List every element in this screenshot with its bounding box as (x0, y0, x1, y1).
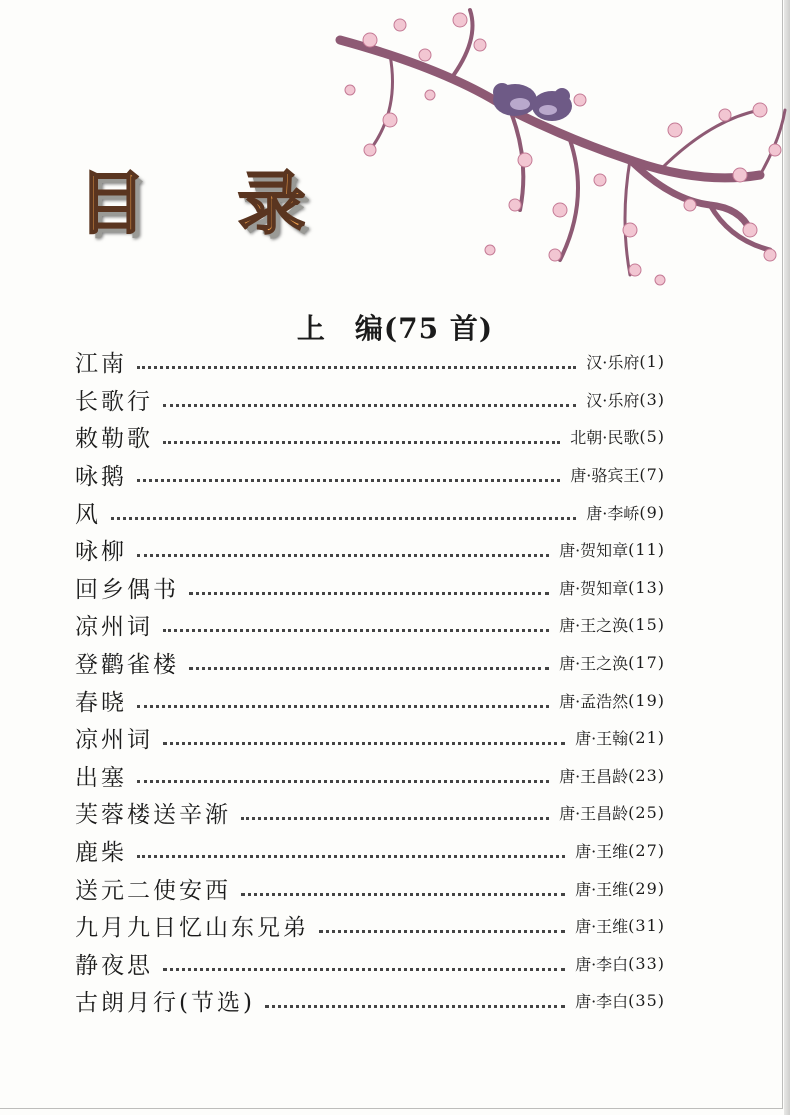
toc-entry[interactable] (75, 681, 665, 719)
dot-leader (163, 968, 565, 971)
poem-title: 鹿柴 (75, 840, 127, 867)
page-number: (23) (628, 765, 665, 785)
dot-leader (137, 855, 565, 858)
toc-entry[interactable] (75, 606, 665, 644)
dot-leader (189, 667, 549, 670)
dot-leader (137, 366, 576, 369)
dot-leader (189, 592, 549, 595)
dot-leader (163, 404, 576, 407)
toc-entry[interactable] (75, 343, 665, 381)
poem-title: 九月九日忆山东兄弟 (75, 915, 309, 942)
dot-leader (241, 817, 549, 820)
toc-entry[interactable] (75, 531, 665, 569)
poem-author: 唐·王昌龄 (559, 804, 629, 824)
toc-entry[interactable] (75, 719, 665, 757)
poem-author: 唐·王之涣 (559, 654, 629, 674)
poem-title: 长歌行 (75, 388, 153, 415)
table-of-contents (75, 343, 665, 1020)
poem-title: 敕勒歌 (75, 426, 153, 453)
page-number: (21) (628, 728, 665, 748)
poem-author: 唐·李白 (575, 992, 629, 1012)
poem-author: 唐·王之涣 (559, 616, 629, 636)
toc-entry[interactable] (75, 982, 665, 1020)
toc-entry[interactable] (75, 794, 665, 832)
poem-title: 送元二使安西 (75, 877, 231, 904)
toc-entry[interactable] (75, 869, 665, 907)
poem-title: 登鹳雀楼 (75, 652, 179, 679)
toc-entry[interactable] (75, 907, 665, 945)
poem-author: 北朝·民歌 (570, 428, 640, 448)
page-number: (27) (628, 841, 665, 861)
page-number: (33) (628, 953, 665, 973)
page-number: (31) (628, 916, 665, 936)
page-number: (3) (639, 389, 665, 409)
page-number: (35) (628, 991, 665, 1011)
poem-author: 汉·乐府 (586, 390, 640, 410)
toc-entry[interactable] (75, 757, 665, 795)
poem-title: 古朗月行(节选) (75, 990, 255, 1017)
poem-author: 唐·王翰 (575, 729, 629, 749)
toc-entry[interactable] (75, 381, 665, 419)
poem-author: 唐·李白 (575, 954, 629, 974)
poem-author: 唐·贺知章 (559, 541, 629, 561)
toc-entry[interactable] (75, 456, 665, 494)
poem-title: 春晓 (75, 689, 127, 716)
toc-entry[interactable] (75, 644, 665, 682)
dot-leader (265, 1005, 565, 1008)
poem-author: 唐·王昌龄 (559, 766, 629, 786)
plum-blossom-illustration (330, 0, 790, 310)
toc-entry[interactable] (75, 832, 665, 870)
poem-title: 凉州词 (75, 614, 153, 641)
poem-author: 唐·骆宾王 (570, 466, 640, 486)
dot-leader (137, 780, 549, 783)
page-number: (1) (639, 352, 665, 372)
dot-leader (137, 479, 560, 482)
page-title: 目 录 (78, 165, 340, 244)
dot-leader (319, 930, 565, 933)
dot-leader (111, 517, 576, 520)
poem-author: 唐·孟浩然 (559, 691, 629, 711)
section-heading: 上 编(75 首) (296, 312, 494, 345)
poem-author: 唐·李峤 (586, 503, 640, 523)
poem-title: 芙蓉楼送辛渐 (75, 802, 231, 829)
poem-title: 出塞 (75, 764, 127, 791)
poem-title: 静夜思 (75, 952, 153, 979)
poem-title: 回乡偶书 (75, 576, 179, 603)
page-number: (29) (628, 878, 665, 898)
poem-author: 唐·王维 (575, 842, 629, 862)
poem-title: 凉州词 (75, 727, 153, 754)
dot-leader (163, 441, 560, 444)
poem-title: 风 (75, 501, 101, 528)
poem-author: 汉·乐府 (586, 353, 640, 373)
page-number: (11) (628, 540, 665, 560)
dot-leader (241, 893, 565, 896)
page-number: (7) (639, 465, 665, 485)
page-number: (9) (639, 502, 665, 522)
page-number: (13) (628, 577, 665, 597)
toc-entry[interactable] (75, 569, 665, 607)
dot-leader (163, 742, 565, 745)
page-number: (19) (628, 690, 665, 710)
poem-author: 唐·王维 (575, 917, 629, 937)
poem-author: 唐·王维 (575, 879, 629, 899)
poem-title: 咏柳 (75, 539, 127, 566)
poem-title: 咏鹅 (75, 464, 127, 491)
toc-entry[interactable] (75, 418, 665, 456)
toc-entry[interactable] (75, 493, 665, 531)
dot-leader (163, 629, 549, 632)
page-number: (15) (628, 615, 665, 635)
poem-author: 唐·贺知章 (559, 578, 629, 598)
dot-leader (137, 705, 549, 708)
page-number: (25) (628, 803, 665, 823)
page-number: (17) (628, 653, 665, 673)
dot-leader (137, 554, 549, 557)
toc-entry[interactable] (75, 945, 665, 983)
page-number: (5) (639, 427, 665, 447)
poem-title: 江南 (75, 351, 127, 378)
